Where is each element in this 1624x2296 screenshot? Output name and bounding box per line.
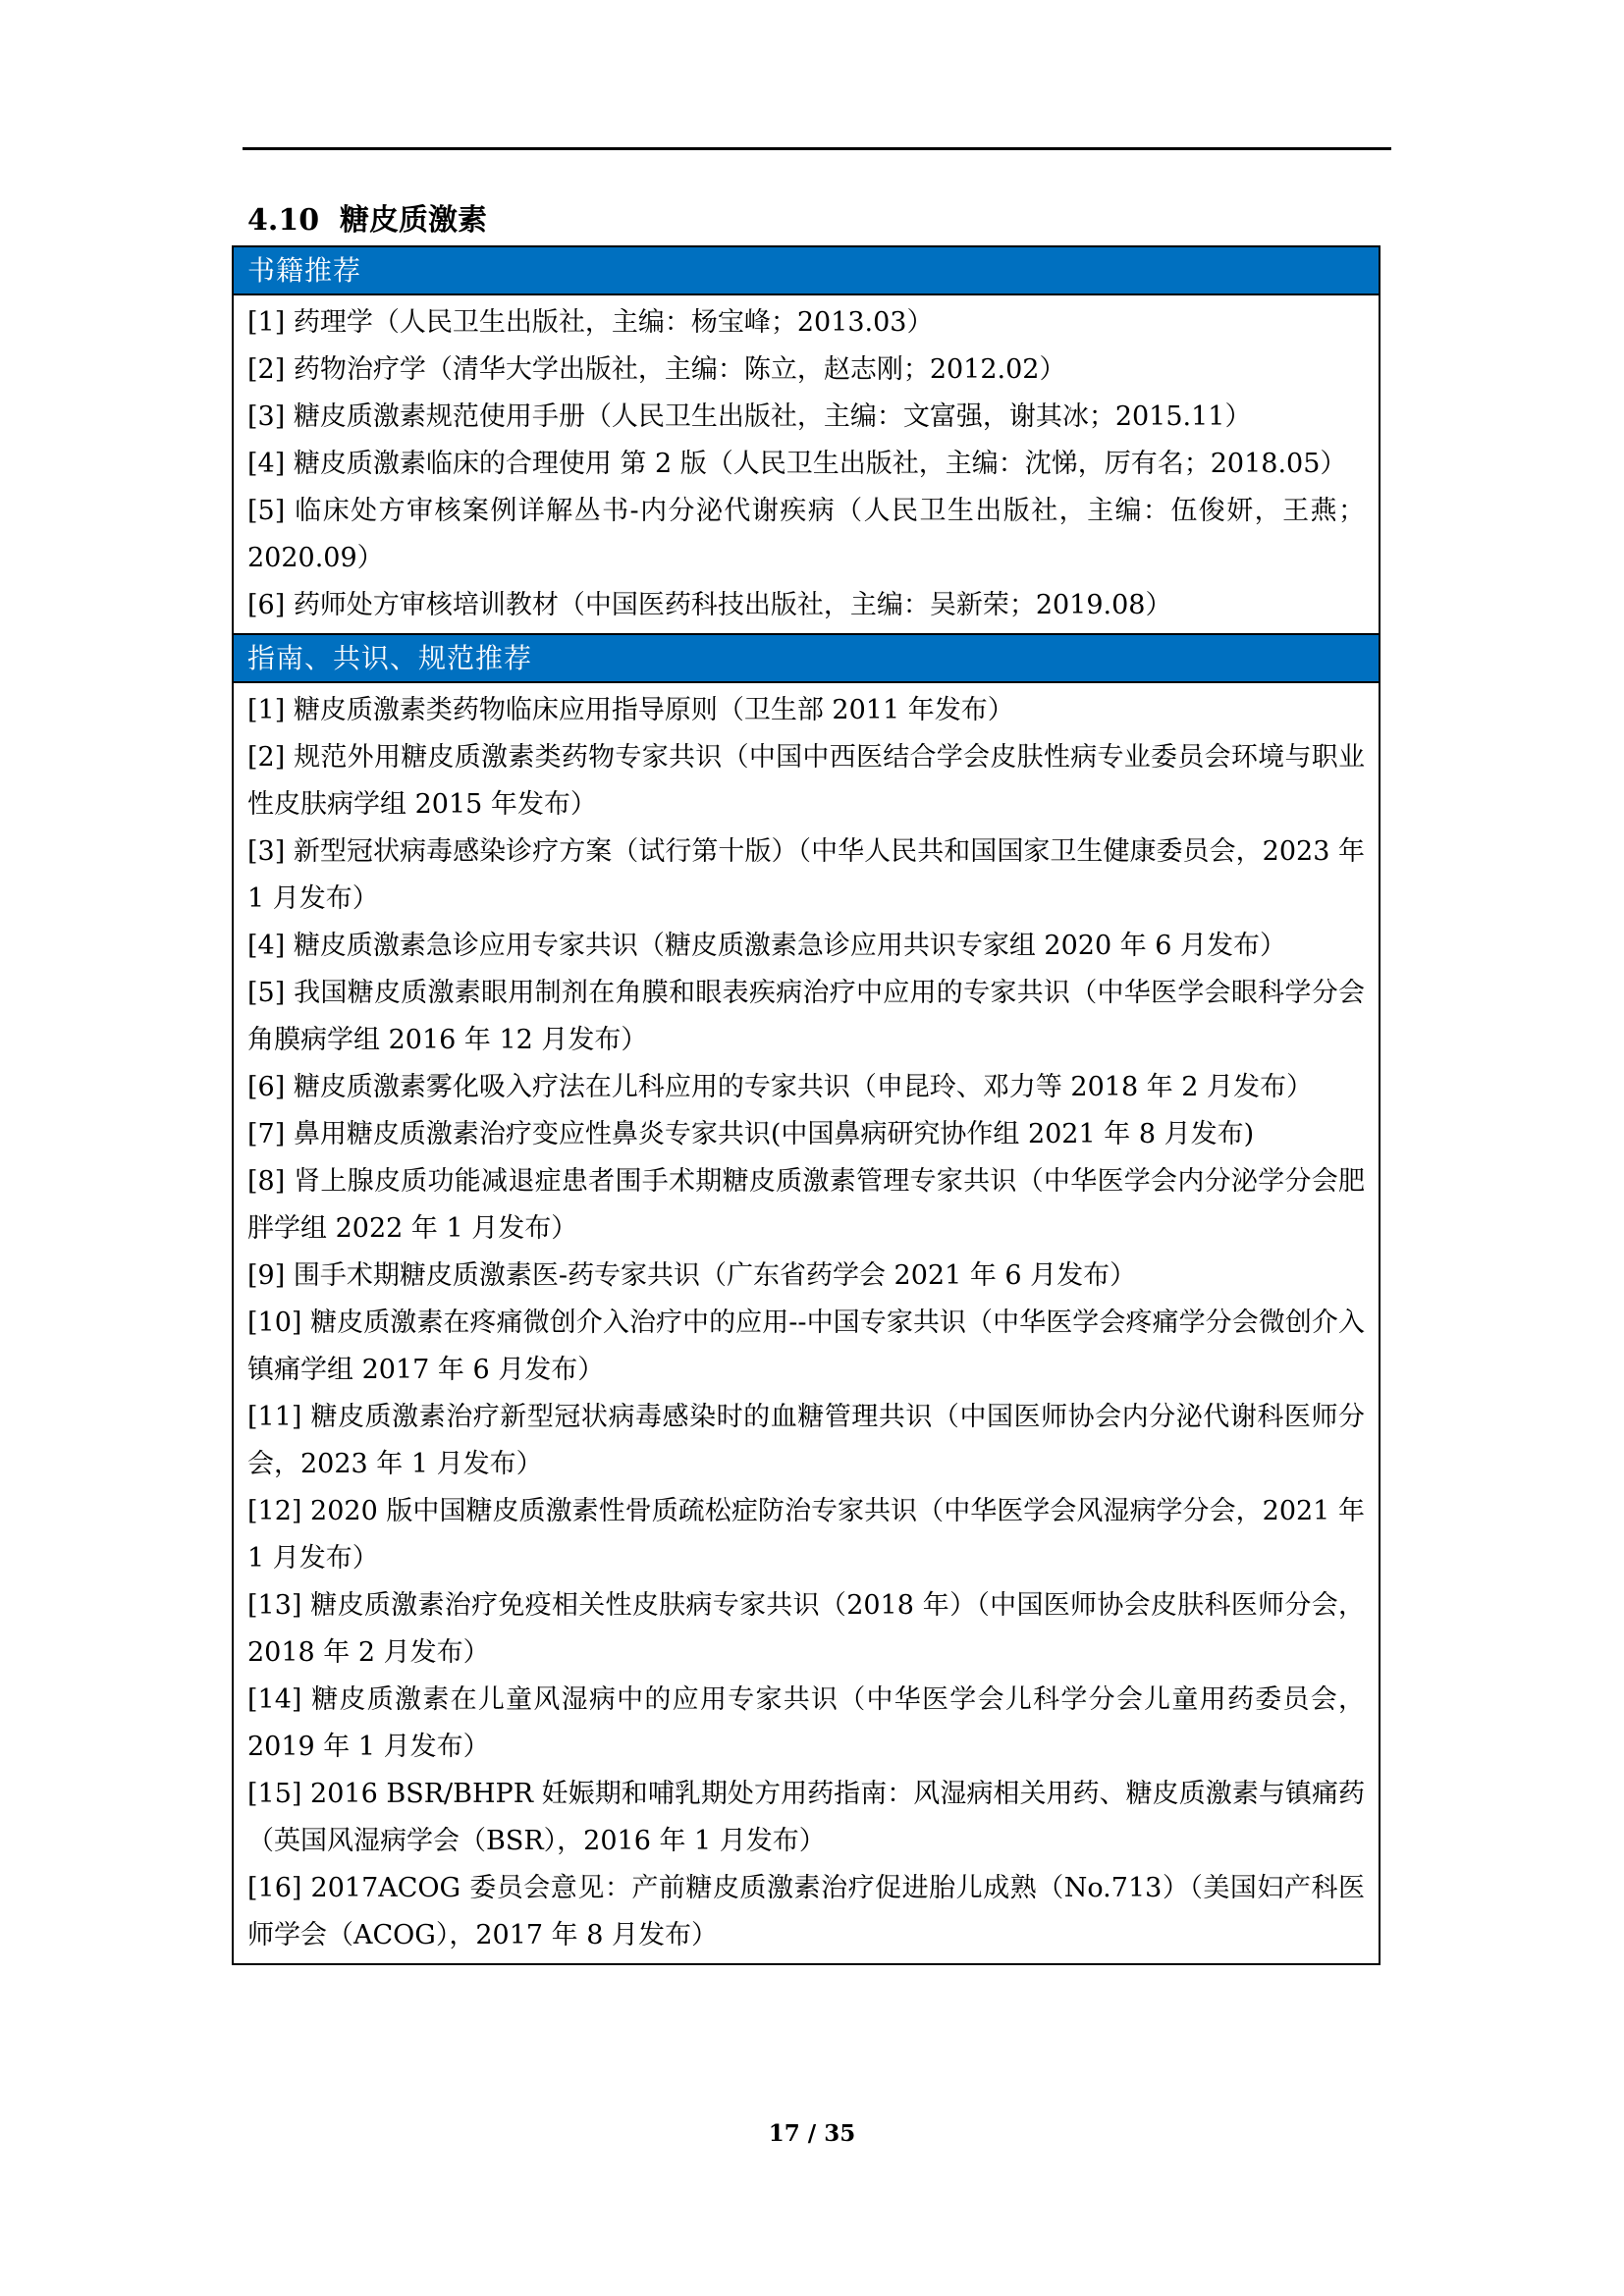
guideline-entry: [7] 鼻用糖皮质激素治疗变应性鼻炎专家共识(中国鼻病研究协作组 2021 年 8 月发布) — [247, 1119, 1255, 1149]
guidelines-list — [234, 683, 1379, 1963]
book-entry: [3] 糖皮质激素规范使用手册（人民卫生出版社，主编：文富强，谢其冰；2015.11） — [247, 401, 1252, 432]
header-rule — [243, 147, 1391, 150]
section-heading — [247, 203, 487, 239]
guideline-entry: [8] 肾上腺皮质功能减退症患者围手术期糖皮质激素管理专家共识（中华医学会内分泌学分会肥胖学组 2022 年 1 月发布） — [247, 1166, 1365, 1244]
guideline-entry: [11] 糖皮质激素治疗新型冠状病毒感染时的血糖管理共识（中国医师协会内分泌代谢科医师分会，2023 年 1 月发布） — [247, 1402, 1365, 1479]
guideline-entry: [1] 糖皮质激素类药物临床应用指导原则（卫生部 2011 年发布） — [247, 695, 1014, 725]
guideline-entry: [3] 新型冠状病毒感染诊疗方案（试行第十版）（中华人民共和国国家卫生健康委员会，2023 年 1 月发布） — [247, 836, 1365, 914]
reference-table — [232, 245, 1380, 1965]
guideline-entry: [5] 我国糖皮质激素眼用制剂在角膜和眼表疾病治疗中应用的专家共识（中华医学会眼科学分会角膜病学组 2016 年 12 月发布） — [247, 978, 1365, 1055]
guideline-entry: [4] 糖皮质激素急诊应用专家共识（糖皮质激素急诊应用共识专家组 2020 年 6 月发布） — [247, 931, 1287, 961]
guideline-entry: [10] 糖皮质激素在疼痛微创介入治疗中的应用--中国专家共识（中华医学会疼痛学分会微创介入镇痛学组 2017 年 6 月发布） — [247, 1308, 1365, 1385]
book-entry: [6] 药师处方审核培训教材（中国医药科技出版社，主编：吴新荣；2019.08） — [247, 590, 1172, 620]
book-entry: [2] 药物治疗学（清华大学出版社，主编：陈立，赵志刚；2012.02） — [247, 354, 1066, 385]
guideline-entry: [12] 2020 版中国糖皮质激素性骨质疏松症防治专家共识（中华医学会风湿病学分会，2021 年 1 月发布） — [247, 1496, 1365, 1574]
books-header: 书籍推荐 — [234, 247, 1379, 295]
section-title: 糖皮质激素 — [339, 203, 487, 238]
book-entry: [5] 临床处方审核案例详解丛书-内分泌代谢疾病（人民卫生出版社，主编：伍俊妍，王燕；2020.09） — [247, 496, 1365, 573]
guideline-entry: [2] 规范外用糖皮质激素类药物专家共识（中国中西医结合学会皮肤性病专业委员会环境与职业性皮肤病学组 2015 年发布） — [247, 742, 1365, 820]
page-number: 17 / 35 — [768, 2120, 856, 2147]
book-entry: [4] 糖皮质激素临床的合理使用 第 2 版（人民卫生出版社，主编：沈悌，厉有名；2018.05） — [247, 449, 1347, 479]
guideline-entry: [14] 糖皮质激素在儿童风湿病中的应用专家共识（中华医学会儿科学分会儿童用药委员会，2019 年 1 月发布） — [247, 1684, 1365, 1762]
book-entry: [1] 药理学（人民卫生出版社，主编：杨宝峰；2013.03） — [247, 307, 934, 338]
guidelines-header: 指南、共识、规范推荐 — [234, 635, 1379, 683]
guideline-entry: [6] 糖皮质激素雾化吸入疗法在儿科应用的专家共识（申昆玲、邓力等 2018 年 2 月发布） — [247, 1072, 1314, 1102]
guideline-entry: [16] 2017ACOG 委员会意见：产前糖皮质激素治疗促进胎儿成熟（No.713）（美国妇产科医师学会（ACOG），2017 年 8 月发布） — [247, 1873, 1365, 1950]
section-number: 4.10 — [247, 203, 320, 238]
guideline-entry: [9] 围手术期糖皮质激素医-药专家共识（广东省药学会 2021 年 6 月发布） — [247, 1260, 1137, 1291]
books-list — [234, 295, 1379, 635]
guideline-entry: [13] 糖皮质激素治疗免疫相关性皮肤病专家共识（2018 年）（中国医师协会皮肤科医师分会，2018 年 2 月发布） — [247, 1590, 1365, 1668]
guideline-entry: [15] 2016 BSR/BHPR 妊娠期和哺乳期处方用药指南：风湿病相关用药、糖皮质激素与镇痛药（英国风湿病学会（BSR），2016 年 1 月发布） — [247, 1779, 1365, 1856]
